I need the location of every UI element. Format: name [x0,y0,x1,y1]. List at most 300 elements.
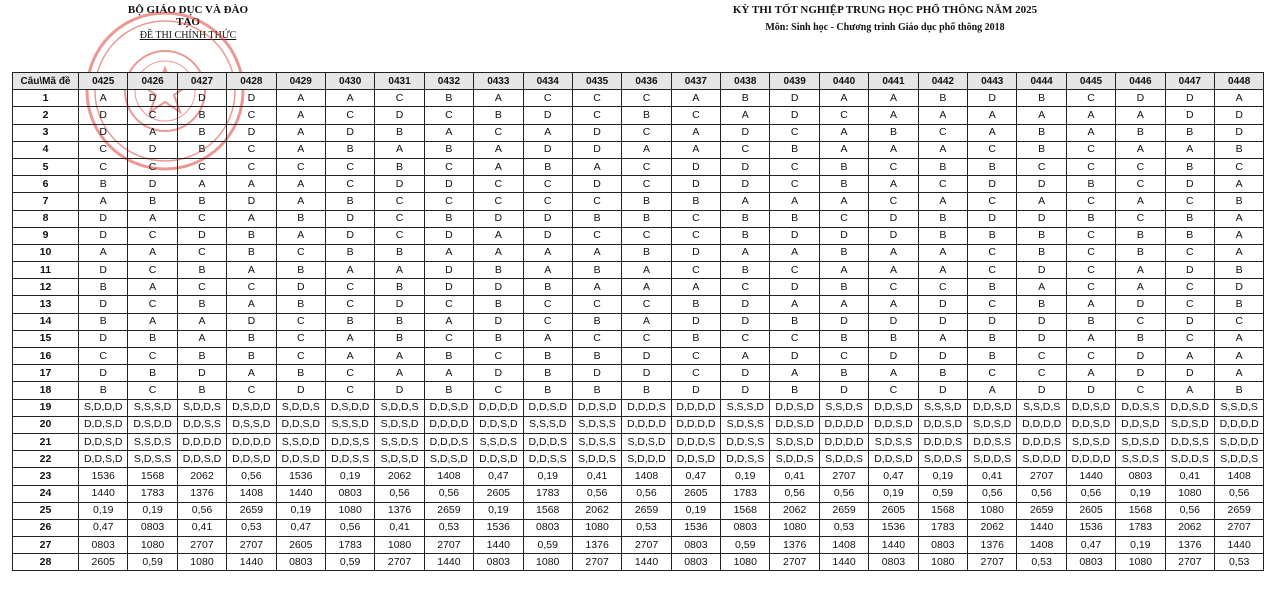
answer-cell: 0803 [128,519,177,536]
table-row [13,227,1264,244]
answer-cell: S,S,D,S [474,433,523,450]
exam-code-header: 0431 [375,73,424,90]
answer-cell: 1376 [1165,537,1214,554]
answer-cell: 0,56 [325,519,374,536]
answer-cell: D,D,D,D [671,399,720,416]
answer-cell: A [1214,330,1263,347]
answer-cell: A [918,330,967,347]
answer-cell: D [424,279,473,296]
answer-cell: D [227,193,276,210]
answer-cell: C [523,176,572,193]
answer-cell: C [918,124,967,141]
answer-cell: A [721,107,770,124]
answer-cell: B [325,313,374,330]
answer-cell: A [424,244,473,261]
answer-cell: A [227,210,276,227]
answer-cell: 0803 [1116,468,1165,485]
answer-cell: D [918,382,967,399]
exam-code-header: 0445 [1066,73,1115,90]
answer-cell: B [276,365,325,382]
answer-cell: A [325,330,374,347]
answer-cell: D [1165,365,1214,382]
answer-cell: B [918,210,967,227]
answer-cell: D [79,262,128,279]
question-number: 5 [13,158,79,175]
answer-cell: D,D,S,D [572,399,621,416]
answer-cell: A [819,193,868,210]
question-number: 12 [13,279,79,296]
answer-cell: S,S,S,D [325,416,374,433]
answer-cell: C [770,330,819,347]
answer-cell: B [375,244,424,261]
table-row [13,244,1264,261]
answer-cell: C [819,107,868,124]
table-row [13,348,1264,365]
exam-code-header: 0429 [276,73,325,90]
answer-cell: 1783 [918,519,967,536]
answer-cell: C [276,348,325,365]
table-row [13,141,1264,158]
question-number: 24 [13,485,79,502]
answer-cell: C [523,193,572,210]
answer-cell: A [819,124,868,141]
answer-cell: S,D,S,S [128,451,177,468]
answer-cell: S,S,D,S [375,433,424,450]
answer-cell: D,S,D,D [227,399,276,416]
answer-cell: 0,56 [227,468,276,485]
answer-cell: B [968,279,1017,296]
answer-cell: A [1116,279,1165,296]
answer-cell: 1408 [227,485,276,502]
answer-cell: D [918,348,967,365]
question-number: 26 [13,519,79,536]
answer-cell: 1408 [1017,537,1066,554]
answer-cell: S,D,S,S [572,433,621,450]
answer-cell: D [770,348,819,365]
answer-cell: A [474,141,523,158]
exam-code-header: 0435 [572,73,621,90]
answer-cell: D,D,S,S [1116,399,1165,416]
answer-cell: B [572,313,621,330]
answer-cell: C [523,90,572,107]
answer-cell: A [1165,141,1214,158]
answer-cell: D [523,227,572,244]
answer-cell: C [1066,279,1115,296]
answer-cell: D [1066,382,1115,399]
answer-cell: B [375,158,424,175]
answer-cell: 1080 [721,554,770,571]
answer-cell: D [671,313,720,330]
answer-cell: A [128,313,177,330]
answer-cell: C [572,107,621,124]
answer-cell: C [671,107,720,124]
answer-cell: C [1165,296,1214,313]
answer-cell: D [1116,90,1165,107]
answer-cell: B [276,210,325,227]
answer-cell: C [622,124,671,141]
answer-cell: D [424,176,473,193]
answer-cell: B [523,382,572,399]
answer-cell: A [1214,365,1263,382]
answer-cell: C [968,296,1017,313]
answer-cell: A [1214,244,1263,261]
answer-cell: D,D,S,D [79,433,128,450]
answer-cell: C [227,107,276,124]
answer-cell: D [276,382,325,399]
answer-cell: 0,53 [227,519,276,536]
answer-cell: 0,59 [523,537,572,554]
answer-cell: C [375,210,424,227]
answer-cell: S,D,D,S [375,399,424,416]
answer-cell: B [572,210,621,227]
answer-cell: B [1165,124,1214,141]
answer-cell: B [1017,141,1066,158]
answer-cell: B [177,348,226,365]
exam-code-header: 0432 [424,73,473,90]
answer-cell: S,S,D,S [1214,399,1263,416]
answer-cell: 0,56 [177,502,226,519]
answer-cell: B [177,124,226,141]
answer-cell: D,D,S,D [177,451,226,468]
answer-cell: A [79,193,128,210]
answer-cell: S,S,S,D [128,399,177,416]
answer-cell: 0,56 [1214,485,1263,502]
answer-cell: B [375,124,424,141]
answer-cell: B [1066,210,1115,227]
answer-cell: C [721,330,770,347]
answer-cell: 1080 [375,537,424,554]
answer-cell: C [869,382,918,399]
question-number: 21 [13,433,79,450]
answer-cell: D [671,158,720,175]
answer-cell: 0803 [918,537,967,554]
answer-cell: C [1066,227,1115,244]
answer-cell: S,D,D,D [622,451,671,468]
answer-cell: C [474,348,523,365]
exam-code-header: 0444 [1017,73,1066,90]
answer-cell: D [869,313,918,330]
answer-cell: B [819,158,868,175]
table-row [13,330,1264,347]
answer-cell: A [918,107,967,124]
answer-cell: C [276,244,325,261]
answer-cell: 0,19 [671,502,720,519]
answer-cell: D,D,D,D [819,433,868,450]
answer-cell: A [572,279,621,296]
answer-cell: C [572,90,621,107]
answer-cell: D [227,90,276,107]
answer-cell: A [572,158,621,175]
answer-cell: D,D,D,D [1017,416,1066,433]
answer-cell: B [918,227,967,244]
table-row [13,468,1264,485]
table-row [13,485,1264,502]
answer-cell: 2707 [572,554,621,571]
answer-cell: C [325,365,374,382]
answer-cell: A [1165,382,1214,399]
answer-cell: C [819,210,868,227]
answer-cell: D [79,107,128,124]
answer-cell: B [572,262,621,279]
answer-cell: 1440 [819,554,868,571]
answer-cell: 1783 [325,537,374,554]
answer-cell: B [375,313,424,330]
exam-code-header: 0443 [968,73,1017,90]
table-row [13,519,1264,536]
answer-cell: 1408 [424,468,473,485]
answer-cell: B [1116,244,1165,261]
answer-cell: D [721,176,770,193]
answer-cell: 0,41 [770,468,819,485]
answer-cell: B [671,193,720,210]
ministry-header [118,4,258,41]
answer-cell: C [622,296,671,313]
answer-cell: A [721,348,770,365]
answer-cell: C [1066,244,1115,261]
exam-code-header: 0434 [523,73,572,90]
answer-cell: B [819,244,868,261]
answer-cell: C [177,158,226,175]
answer-cell: C [227,141,276,158]
answer-cell: A [770,296,819,313]
answer-cell: S,D,D,S [770,451,819,468]
answer-cell: A [227,176,276,193]
answer-cell: D,D,S,D [276,451,325,468]
answer-cell: A [177,330,226,347]
answer-cell: 1080 [770,519,819,536]
answer-cell: S,D,D,D [79,399,128,416]
answer-cell: 0803 [869,554,918,571]
answer-cell: 0803 [523,519,572,536]
answer-cell: S,D,D,S [1214,451,1263,468]
exam-code-header: 0437 [671,73,720,90]
answer-cell: 0,56 [622,485,671,502]
answer-cell: C [276,330,325,347]
answer-cell: D,D,S,D [474,451,523,468]
answer-cell: B [128,193,177,210]
answer-cell: D [572,124,621,141]
answer-cell: A [128,244,177,261]
answer-cell: C [770,262,819,279]
answer-cell: A [721,244,770,261]
answer-cell: C [671,262,720,279]
answer-cell: A [918,262,967,279]
answer-cell: 1408 [1214,468,1263,485]
answer-cell: D,D,D,D [227,433,276,450]
answer-cell: B [325,244,374,261]
answer-cell: B [622,107,671,124]
answer-cell: 2707 [424,537,473,554]
answer-cell: C [572,330,621,347]
answer-cell: D [474,365,523,382]
answer-cell: D,S,D,D [325,399,374,416]
answer-cell: 0,56 [1066,485,1115,502]
answer-cell: C [671,348,720,365]
answer-cell: D,D,D,S [671,433,720,450]
answer-cell: C [227,158,276,175]
answer-cell: 2659 [622,502,671,519]
answer-cell: D,D,S,S [721,433,770,450]
answer-cell: 1080 [523,554,572,571]
answer-cell: 0,19 [918,468,967,485]
table-row [13,279,1264,296]
answer-cell: 0,53 [819,519,868,536]
answer-cell: 1568 [128,468,177,485]
answer-cell: D [424,262,473,279]
answer-cell: 1536 [671,519,720,536]
answer-cell: 0803 [325,485,374,502]
answer-cell: C [325,176,374,193]
answer-cell: S,D,D,S [276,399,325,416]
answer-cell: B [968,227,1017,244]
exam-code-header: 0446 [1116,73,1165,90]
answer-cell: D [1017,330,1066,347]
answer-cell: A [671,279,720,296]
answer-cell: D [572,141,621,158]
answer-cell: C [918,176,967,193]
answer-cell: D [721,158,770,175]
answer-cell: S,S,D,S [1116,451,1165,468]
answer-cell: D [869,348,918,365]
answer-cell: D [770,107,819,124]
answer-cell: D [523,107,572,124]
answer-cell: B [1066,313,1115,330]
answer-cell: C [1066,158,1115,175]
answer-cell: 2062 [770,502,819,519]
answer-cell: 1376 [375,502,424,519]
answer-cell: 2707 [1017,468,1066,485]
answer-cell: B [572,382,621,399]
answer-cell: 0803 [721,519,770,536]
table-row [13,502,1264,519]
question-number: 23 [13,468,79,485]
answer-cell: B [1214,262,1263,279]
answer-cell: C [375,227,424,244]
answer-key-table [12,72,1264,571]
header-row [13,73,1264,90]
answer-cell: S,D,S,D [1165,416,1214,433]
answer-cell: 2707 [1214,519,1263,536]
answer-cell: A [227,365,276,382]
answer-cell: 0,47 [79,519,128,536]
answer-cell: B [1017,244,1066,261]
answer-cell: 0,56 [375,485,424,502]
answer-cell: D,S,D,D [128,416,177,433]
answer-cell: D [869,210,918,227]
answer-cell: B [424,382,473,399]
answer-cell: D,D,D,S [1017,433,1066,450]
answer-cell: C [128,262,177,279]
answer-cell: C [1165,279,1214,296]
answer-cell: D [128,176,177,193]
answer-cell: D [819,227,868,244]
answer-cell: C [721,279,770,296]
answer-cell: 2659 [819,502,868,519]
answer-cell: D,S,S,D [227,416,276,433]
answer-cell: C [79,158,128,175]
answer-cell: D [1214,279,1263,296]
answer-cell: S,D,S,D [770,433,819,450]
answer-cell: D [325,210,374,227]
answer-cell: A [474,90,523,107]
answer-cell: 0,56 [770,485,819,502]
question-number: 8 [13,210,79,227]
question-number: 1 [13,90,79,107]
answer-cell: B [227,244,276,261]
answer-cell: 2605 [869,502,918,519]
answer-cell: D,D,S,S [177,416,226,433]
question-number: 25 [13,502,79,519]
answer-cell: D [375,296,424,313]
answer-cell: C [424,107,473,124]
answer-cell: 1080 [325,502,374,519]
answer-cell: A [968,382,1017,399]
answer-cell: A [819,296,868,313]
answer-cell: B [770,210,819,227]
answer-cell: 0,19 [721,468,770,485]
answer-cell: S,D,D,S [918,451,967,468]
question-number: 28 [13,554,79,571]
answer-cell: C [721,141,770,158]
answer-cell: C [1214,158,1263,175]
answer-cell: A [375,365,424,382]
answer-cell: B [1017,90,1066,107]
answer-cell: D [1017,262,1066,279]
answer-cell: 0,47 [474,468,523,485]
answer-cell: D,D,S,D [869,416,918,433]
answer-cell: D [1165,313,1214,330]
answer-cell: B [227,330,276,347]
answer-cell: B [79,176,128,193]
answer-cell: 0,41 [968,468,1017,485]
exam-code-header: 0433 [474,73,523,90]
table-row [13,382,1264,399]
answer-cell: 0,59 [721,537,770,554]
answer-cell: A [968,124,1017,141]
answer-cell: B [622,382,671,399]
corner-cell: Câu\Mã đề [13,73,79,90]
question-number: 7 [13,193,79,210]
answer-cell: A [1116,193,1165,210]
answer-cell: D [375,176,424,193]
answer-cell: A [474,244,523,261]
answer-cell: C [325,296,374,313]
answer-cell: D [177,90,226,107]
answer-cell: 1440 [276,485,325,502]
answer-cell: C [1214,313,1263,330]
table-row [13,193,1264,210]
answer-cell: A [79,244,128,261]
answer-cell: S,D,S,D [968,416,1017,433]
answer-cell: B [770,313,819,330]
answer-cell: A [424,313,473,330]
answer-cell: D,D,D,D [474,399,523,416]
table-row [13,90,1264,107]
answer-cell: D [819,313,868,330]
answer-cell: A [1165,348,1214,365]
exam-code-header: 0441 [869,73,918,90]
exam-code-header: 0436 [622,73,671,90]
answer-cell: A [1116,262,1165,279]
answer-cell: C [227,279,276,296]
answer-cell: B [671,330,720,347]
answer-cell: B [276,262,325,279]
answer-cell: C [968,141,1017,158]
answer-cell: C [770,158,819,175]
answer-cell: S,S,D,S [1017,399,1066,416]
answer-cell: S,S,D,S [128,433,177,450]
answer-cell: B [177,382,226,399]
